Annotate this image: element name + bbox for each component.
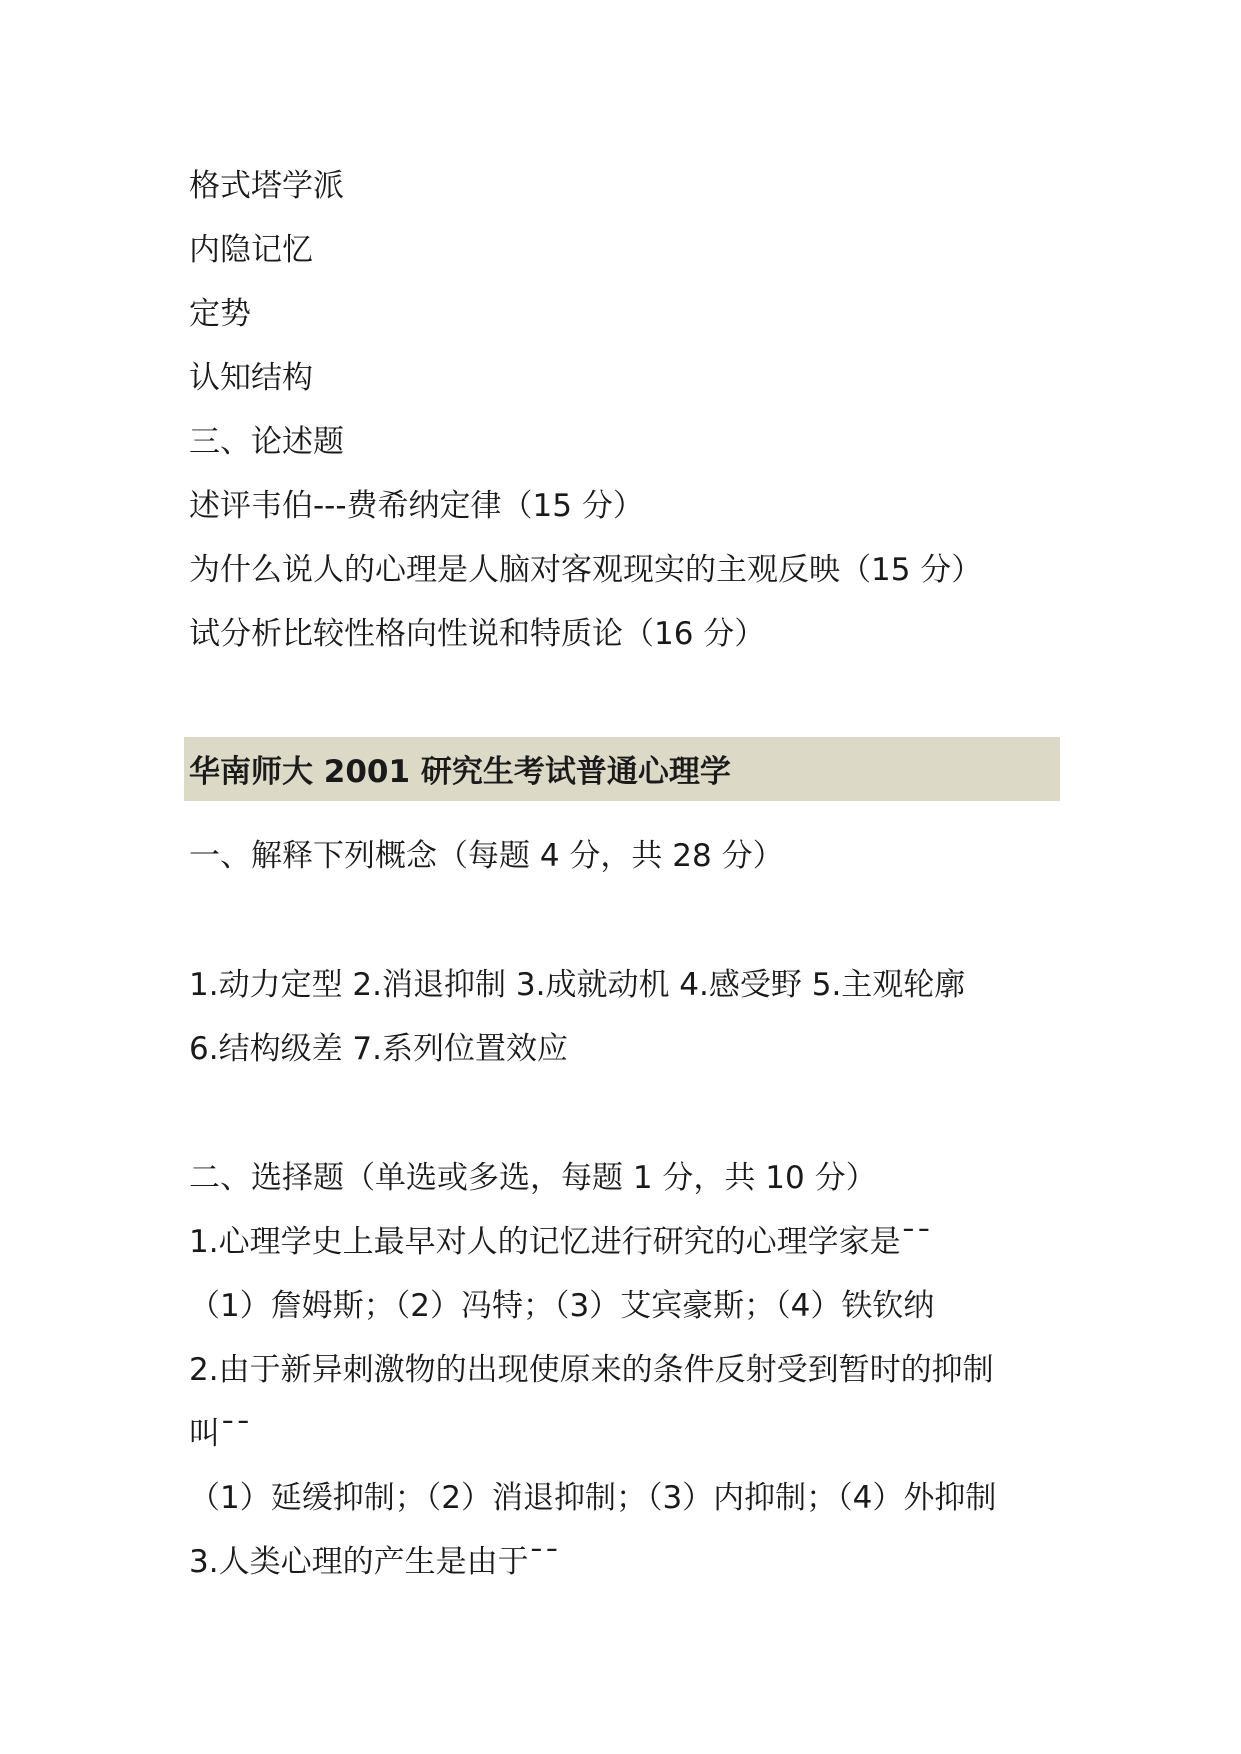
part1-heading: 一、解释下列概念（每题 4 分，共 28 分） <box>189 838 784 874</box>
essay-question-3: 试分析比较性格向性说和特质论（16 分） <box>189 616 766 652</box>
part2-heading: 二、选择题（单选或多选，每题 1 分，共 10 分） <box>189 1160 877 1196</box>
essay-heading: 三、论述题 <box>189 424 344 460</box>
essay-question-1: 述评韦伯---费希纳定律（15 分） <box>189 488 644 524</box>
essay-question-2: 为什么说人的心理是人脑对客观现实的主观反映（15 分） <box>189 552 983 588</box>
question-3: 3.人类心理的产生是由于¯¯ <box>189 1544 560 1580</box>
question-1: 1.心理学史上最早对人的记忆进行研究的心理学家是¯¯ <box>189 1224 932 1260</box>
question-1-options: （1）詹姆斯；（2）冯特；（3）艾宾豪斯；（4）铁钦纳 <box>189 1288 935 1324</box>
term-implicit-memory: 内隐记忆 <box>189 232 313 268</box>
question-2-line1: 2.由于新异刺激物的出现使原来的条件反射受到暂时的抑制 <box>189 1352 994 1388</box>
part1-items-line2: 6.结构级差 7.系列位置效应 <box>189 1031 569 1067</box>
question-2-line2: 叫¯¯ <box>189 1416 251 1452</box>
part1-items-line1: 1.动力定型 2.消退抑制 3.成就动机 4.感受野 5.主观轮廓 <box>189 967 966 1003</box>
term-set: 定势 <box>189 296 251 332</box>
exam-title: 华南师大 2001 研究生考试普通心理学 <box>189 754 731 790</box>
term-gestalt: 格式塔学派 <box>189 168 344 204</box>
question-2-options: （1）延缓抑制；（2）消退抑制；（3）内抑制；（4）外抑制 <box>189 1480 997 1516</box>
term-cognitive-structure: 认知结构 <box>189 360 313 396</box>
